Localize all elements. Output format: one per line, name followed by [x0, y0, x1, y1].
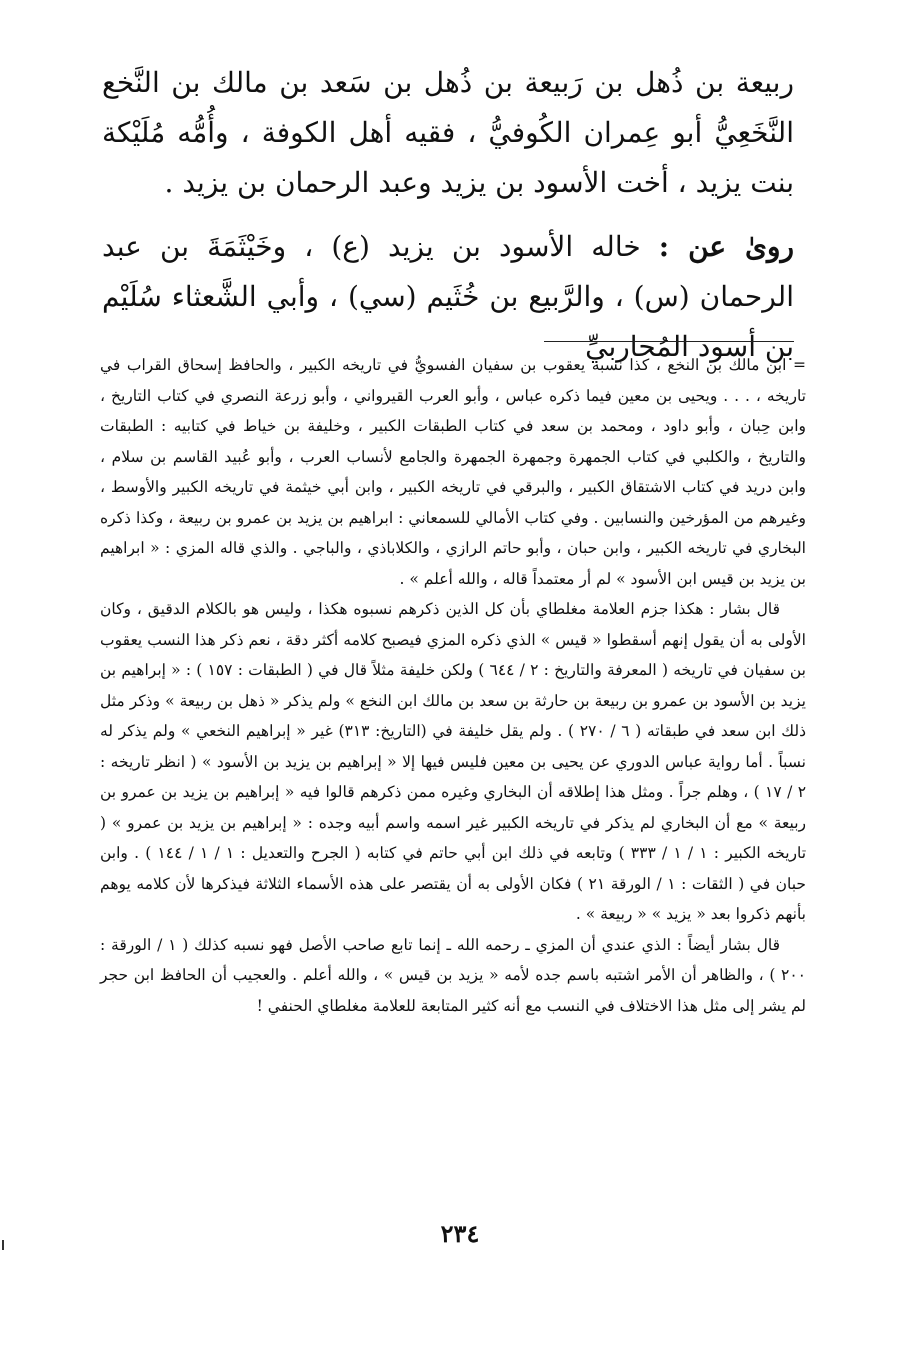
page-number: ٢٣٤ — [440, 1219, 480, 1248]
footnote-paragraph: = ابن مالك بن النخع ، كذا نسبه يعقوب بن سفيان الفسويُّ في تاريخه الكبير ، والحافظ إسحاق القراب في تاريخه ، . . . ويحيى بن معين فيما ذكره عباس ، وأبو العرب القيرواني ، وأبو زرعة النصري في كتاب التاريخ ، وابن حِبان ، وأبو داود ، ومحمد بن سعد في كتاب الطبقات الكبير ، وخليفة بن خياط في كتابيه : الطبقات والتاريخ ، والكلبي في كتاب الجمهرة وجمهرة الجمهرة والجامع لأنساب العرب ، وأبو عُبيد القاسم بن سلام ، وابن دريد في كتاب الاشتقاق الكبير ، والبرقي في تاريخه الكبير ، وابن أبي خيثمة في تاريخه الكبير والأوسط ، وغيرهم من المؤرخين والنسابين . وفي كتاب الأمالي للسمعاني : ابراهيم بن يزيد بن عمرو بن ربيعة ، وكذا ذكره البخاري في تاريخه الكبير ، وابن حبان ، وأبو حاتم الرازي ، والكلاباذي ، والباجي . والذي قاله المزي : « ابراهيم بن يزيد بن قيس ابن الأسود » لم أر معتمداً قاله ، والله أعلم » . — [100, 356, 806, 588]
footnotes-section — [100, 350, 806, 1021]
footnote-paragraph: قال بشار : هكذا جزم العلامة مغلطاي بأن كل الذين ذكرهم نسبوه هكذا ، وليس هو بالكلام الدقيق ، وكان الأولى به أن يقول إنهم أسقطوا « قيس » الذي ذكره المزي فيصبح كلامه أكثر دقة ، نعم ذكر هذا النسب يعقوب بن سفيان في تاريخه ( المعرفة والتاريخ : ٢ / ٦٤٤ ) ولكن خليفة مثلاً قال في ( الطبقات : ١٥٧ ) : « إبراهيم بن يزيد بن الأسود بن عمرو بن ربيعة بن حارثة بن سعد بن مالك ابن النخع » ولم يذكر « ذهل بن ربيعة » وذكر مثل ذلك ابن سعد في طبقاته ( ٦ / ٢٧٠ ) . ولم يقل خليفة في (التاريخ: ٣١٣) غير « إبراهيم النخعي » ولم يذكر له نسباً . أما رواية عباس الدوري عن يحيى بن معين فليس فيها إلا « إبراهيم بن يزيد بن الأسود » ( انظر تاريخه : ٢ / ١٧ ) ، وهلم جراً . ومثل هذا إطلاقه أن البخاري وغيره ممن ذكرهم قالوا فيه « إبراهيم بن يزيد بن عمرو بن ربيعة » مع أن البخاري لم يذكر في تاريخه الكبير غير اسمه واسم أبيه وجده : « إبراهيم بن يزيد بن عمرو » ( تاريخه الكبير : ١ / ١ / ٣٣٣ ) وتابعه في ذلك ابن أبي حاتم في كتابه ( الجرح والتعديل : ١ / ١ / ١٤٤ ) . وابن حبان في ( الثقات : ١ / الورقة ٢١ ) فكان الأولى به أن يقتصر على هذه الأسماء الثلاثة فيذكرها لأن كلامه يوهم بأنهم ذكروا بعد « يزيد » « ربيعة » . — [100, 600, 807, 923]
narrators-label: روىٰ عن : — [658, 230, 794, 263]
footnote-paragraph: قال بشار أيضاً : الذي عندي أن المزي ـ رحمه الله ـ إنما تابع صاحب الأصل فهو نسبه كذلك ( ١ / الورقة : ٢٠٠ ) ، والظاهر أن الأمر اشتبه باسم جده لأمه « يزيد بن قيس » ، والله أعلم . والعجيب أن الحافظ ابن حجر لم يشر إلى مثل هذا الاختلاف في النسب مع أنه كثير المتابعة للعلامة مغلطاي الحنفي ! — [100, 935, 806, 1015]
scan-artifact — [2, 1240, 4, 1250]
narrators-list: خاله الأسود بن يزيد (ع) ، وخَيْثَمَةَ بن عبد الرحمان (س) ، والرَّبيع بن خُثَيم (سي) ، وأبي الشَّعثاء سُلَيْم بن أسود المُحاربيِّ — [102, 230, 794, 363]
footnote-separator — [544, 341, 794, 342]
biography-main-text — [102, 58, 794, 208]
biography-paragraph: ربيعة بن ذُهل بن رَبيعة بن ذُهل بن سَعد بن مالك بن النَّخع النَّخَعِيُّ أبو عِمران الكُوفيُّ ، فقيه أهل الكوفة ، وأُمُّه مُلَيْكة بنت يزيد ، أخت الأسود بن يزيد وعبد الرحمان بن يزيد . — [102, 66, 794, 199]
